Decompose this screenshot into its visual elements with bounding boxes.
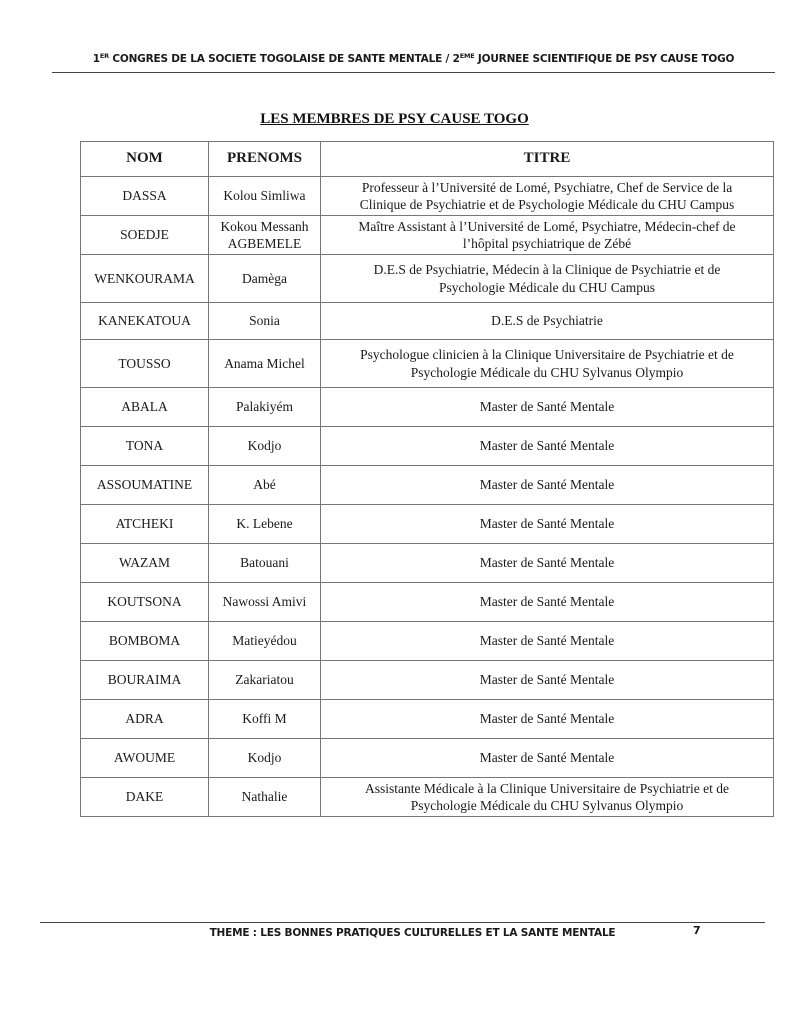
cell-prenoms <box>209 661 321 700</box>
cell-titre <box>321 544 774 583</box>
table-row <box>81 583 774 622</box>
cell-titre <box>321 216 774 255</box>
cell-titre-line: Master de Santé Mentale <box>479 672 615 688</box>
cell-prenoms-line: Kodjo <box>247 750 282 766</box>
table-row <box>81 505 774 544</box>
cell-titre-line: Assistante Médicale à la Clinique Universitaire de Psychiatrie et de <box>364 780 729 796</box>
cell-prenoms <box>209 303 321 340</box>
column-header-prenoms: PRENOMS <box>209 142 321 177</box>
cell-prenoms <box>209 700 321 739</box>
table-row <box>81 177 774 216</box>
cell-prenoms <box>209 739 321 778</box>
cell-titre <box>321 427 774 466</box>
cell-titre <box>321 340 774 388</box>
footer-theme: THEME : LES BONNES PRATIQUES CULTURELLES ET LA SANTE MENTALE <box>209 927 616 939</box>
table-row <box>81 388 774 427</box>
header-part1-text: CONGRES DE LA SOCIETE TOGOLAISE DE SANTE MENTALE / <box>108 53 453 65</box>
cell-prenoms-line: Kodjo <box>247 438 282 454</box>
cell-prenoms <box>209 622 321 661</box>
cell-nom: ASSOUMATINE <box>81 466 209 505</box>
running-header <box>52 52 775 65</box>
table-row <box>81 544 774 583</box>
cell-titre-line: Psychologie Médicale du CHU Campus <box>439 279 655 295</box>
column-header-nom: NOM <box>81 142 209 177</box>
table-row <box>81 700 774 739</box>
table-row <box>81 303 774 340</box>
cell-prenoms <box>209 544 321 583</box>
table-row <box>81 739 774 778</box>
cell-titre-line: Maître Assistant à l’Université de Lomé, Psychiatre, Médecin-chef de <box>358 218 736 234</box>
cell-prenoms <box>209 216 321 255</box>
cell-prenoms-line: Sonia <box>249 313 280 329</box>
cell-titre <box>321 739 774 778</box>
cell-prenoms <box>209 427 321 466</box>
cell-prenoms-line: AGBEMELE <box>227 236 302 251</box>
page-title: LES MEMBRES DE PSY CAUSE TOGO <box>260 111 529 127</box>
table-row <box>81 466 774 505</box>
cell-titre-line: D.E.S de Psychiatrie, Médecin à la Clinique de Psychiatrie et de <box>373 262 721 277</box>
cell-nom: BOURAIMA <box>81 661 209 700</box>
cell-nom: ATCHEKI <box>81 505 209 544</box>
cell-prenoms-line: Kolou Simliwa <box>223 188 306 204</box>
cell-titre-line: l’hôpital psychiatrique de Zébé <box>462 236 632 251</box>
cell-titre-line: Master de Santé Mentale <box>479 750 615 766</box>
cell-titre-line: Master de Santé Mentale <box>479 516 615 532</box>
cell-titre-line: Master de Santé Mentale <box>479 477 615 493</box>
header-part1-sup: ER <box>99 52 109 60</box>
cell-nom: TOUSSO <box>81 340 209 388</box>
cell-prenoms-line: Koffi M <box>242 711 287 727</box>
cell-prenoms <box>209 466 321 505</box>
cell-prenoms-line: Abé <box>253 477 276 493</box>
cell-nom: DAKE <box>81 778 209 817</box>
cell-titre <box>321 778 774 817</box>
cell-prenoms-line: Anama Michel <box>224 355 305 371</box>
cell-titre-line: Master de Santé Mentale <box>479 399 615 415</box>
cell-nom: BOMBOMA <box>81 622 209 661</box>
cell-prenoms <box>209 778 321 817</box>
cell-titre-line: Master de Santé Mentale <box>479 438 615 454</box>
cell-prenoms <box>209 505 321 544</box>
cell-titre-line: Psychologue clinicien à la Clinique Universitaire de Psychiatrie et de <box>360 347 734 362</box>
cell-titre-line: D.E.S de Psychiatrie <box>491 313 603 329</box>
cell-prenoms-line: Nawossi Amivi <box>222 594 307 610</box>
cell-titre-line: Psychologie Médicale du CHU Sylvanus Olympio <box>410 364 684 380</box>
header-part1-num: 1 <box>92 53 100 65</box>
cell-titre-line: Psychologie Médicale du CHU Sylvanus Olympio <box>410 798 684 813</box>
cell-titre <box>321 388 774 427</box>
cell-prenoms-line: Kokou Messanh <box>220 218 309 234</box>
table-row <box>81 255 774 303</box>
cell-prenoms <box>209 340 321 388</box>
table-row <box>81 427 774 466</box>
cell-titre <box>321 177 774 216</box>
header-part2-sup: EME <box>459 52 475 60</box>
cell-titre <box>321 505 774 544</box>
cell-titre <box>321 303 774 340</box>
cell-titre <box>321 583 774 622</box>
table-row <box>81 778 774 817</box>
table-row <box>81 622 774 661</box>
cell-prenoms-line: K. Lebene <box>236 516 293 532</box>
header-part2-text: JOURNEE SCIENTIFIQUE DE PSY CAUSE TOGO <box>474 53 735 65</box>
cell-nom: ABALA <box>81 388 209 427</box>
cell-prenoms-line: Matieyédou <box>232 633 297 649</box>
cell-prenoms-line: Nathalie <box>241 789 288 805</box>
cell-nom: KOUTSONA <box>81 583 209 622</box>
header-part2-num: 2 <box>452 53 460 65</box>
cell-prenoms <box>209 177 321 216</box>
table-row <box>81 661 774 700</box>
cell-nom: WAZAM <box>81 544 209 583</box>
cell-titre <box>321 661 774 700</box>
cell-titre <box>321 255 774 303</box>
cell-titre-line: Master de Santé Mentale <box>479 711 615 727</box>
cell-nom: KANEKATOUA <box>81 303 209 340</box>
cell-titre <box>321 622 774 661</box>
page-number: 7 <box>693 924 701 937</box>
cell-nom: TONA <box>81 427 209 466</box>
cell-prenoms-line: Zakariatou <box>235 672 294 688</box>
table-row <box>81 216 774 255</box>
cell-prenoms-line: Palakiyém <box>236 399 293 415</box>
cell-titre-line: Clinique de Psychiatrie et de Psychologie Médicale du CHU Campus <box>359 197 735 212</box>
cell-titre-line: Master de Santé Mentale <box>479 594 615 610</box>
cell-titre-line: Master de Santé Mentale <box>479 555 615 571</box>
cell-titre <box>321 700 774 739</box>
footer-divider <box>40 922 765 923</box>
cell-nom: ADRA <box>81 700 209 739</box>
cell-prenoms-line: Batouani <box>240 555 289 571</box>
cell-titre <box>321 466 774 505</box>
members-table <box>80 141 774 817</box>
table-row <box>81 340 774 388</box>
cell-prenoms <box>209 388 321 427</box>
cell-nom: SOEDJE <box>81 216 209 255</box>
cell-prenoms-line: Damèga <box>242 270 287 286</box>
cell-prenoms <box>209 583 321 622</box>
cell-prenoms <box>209 255 321 303</box>
cell-titre-line: Professeur à l’Université de Lomé, Psychiatre, Chef de Service de la <box>361 179 733 195</box>
header-divider <box>52 72 775 73</box>
members-table-body <box>81 177 774 817</box>
column-header-titre: TITRE <box>321 142 774 177</box>
cell-titre-line: Master de Santé Mentale <box>479 633 615 649</box>
cell-nom: DASSA <box>81 177 209 216</box>
table-header-row <box>81 142 774 177</box>
cell-nom: WENKOURAMA <box>81 255 209 303</box>
cell-nom: AWOUME <box>81 739 209 778</box>
